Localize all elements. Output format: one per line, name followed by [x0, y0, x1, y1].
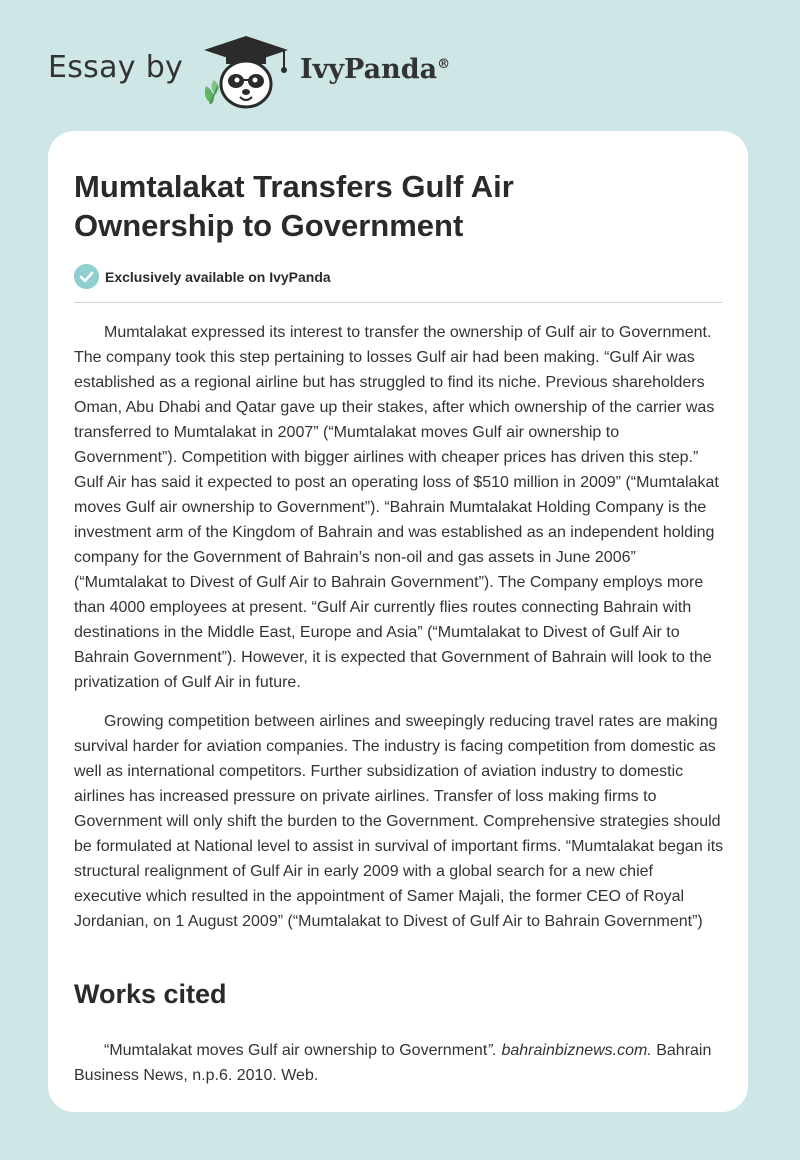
panda-graduate-logo-icon[interactable] — [200, 34, 292, 112]
citation-title: “Mumtalakat moves Gulf air ownership to Government — [104, 1042, 488, 1059]
divider — [74, 302, 722, 303]
check-icon — [74, 264, 99, 289]
essay-by-label: Essay by — [48, 50, 184, 85]
essay-card — [48, 131, 748, 1112]
site-header — [48, 34, 568, 114]
essay-body — [74, 320, 724, 948]
badge-label: Exclusively available on IvyPanda — [105, 269, 331, 285]
page-title: Mumtalakat Transfers Gulf Air Ownership to Government — [74, 169, 514, 243]
works-cited-heading: Works cited — [74, 979, 227, 1009]
citation-details: Bahrain Business News, n.p.6. 2010. Web. — [74, 1042, 712, 1084]
paragraph: Growing competition between airlines and sweepingly reducing travel rates are making survival harder for aviation companies. The industry is facing competition from domestic as well as international competitors. Further subsidization of aviation industry to domestic airlines has increased pressure on private airlines. Transfer of loss making firms to Government will only shift the burden to the Government. Comprehensive strategies should be formulated at National level to assist in survival of important firms. “Mumtalakat began its structural realignment of Gulf Air in early 2009 with a global search for a new chief executive which resulted in the appointment of Samer Majali, the former CEO of Royal Jordanian, on 1 August 2009” (“Mumtalakat to Divest of Gulf Air to Bahrain Government”) — [74, 713, 724, 930]
paragraph: Mumtalakat expressed its interest to transfer the ownership of Gulf air to Government. The company took this step pertaining to losses Gulf air had been making. “Gulf Air was established as a regional airline but has struggled to find its niche. Previous shareholders Oman, Abu Dhabi and Qatar gave up their stakes, after which ownership of the carrier was transferred to Mumtalakat in 2007” (“Mumtalakat moves Gulf air ownership to Government”). Competition with bigger airlines with cheaper prices has driven this step.” Gulf Air has said it expected to post an operating loss of $510 million in 2009” (“Mumtalakat moves Gulf air ownership to Government”). “Bahrain Mumtalakat Holding Company is the investment arm of the Kingdom of Bahrain and was established as an independent holding company for the Government of Bahrain’s non-oil and gas assets in June 2006” (“Mumtalakat to Divest of Gulf Air to Bahrain Government”). The Company employs more than 4000 employees at present. “Gulf Air currently flies routes connecting Bahrain with destinations in the Middle East, Europe and Asia” (“Mumtalakat to Divest of Gulf Air to Bahrain Government”). However, it is expected that Government of Bahrain will look to the privatization of Gulf Air in future. — [74, 324, 719, 691]
citation-entry — [74, 1038, 724, 1088]
brand-name[interactable]: IvyPanda® — [300, 54, 451, 85]
citation-source: ”. bahrainbiznews.com. — [487, 1042, 652, 1059]
